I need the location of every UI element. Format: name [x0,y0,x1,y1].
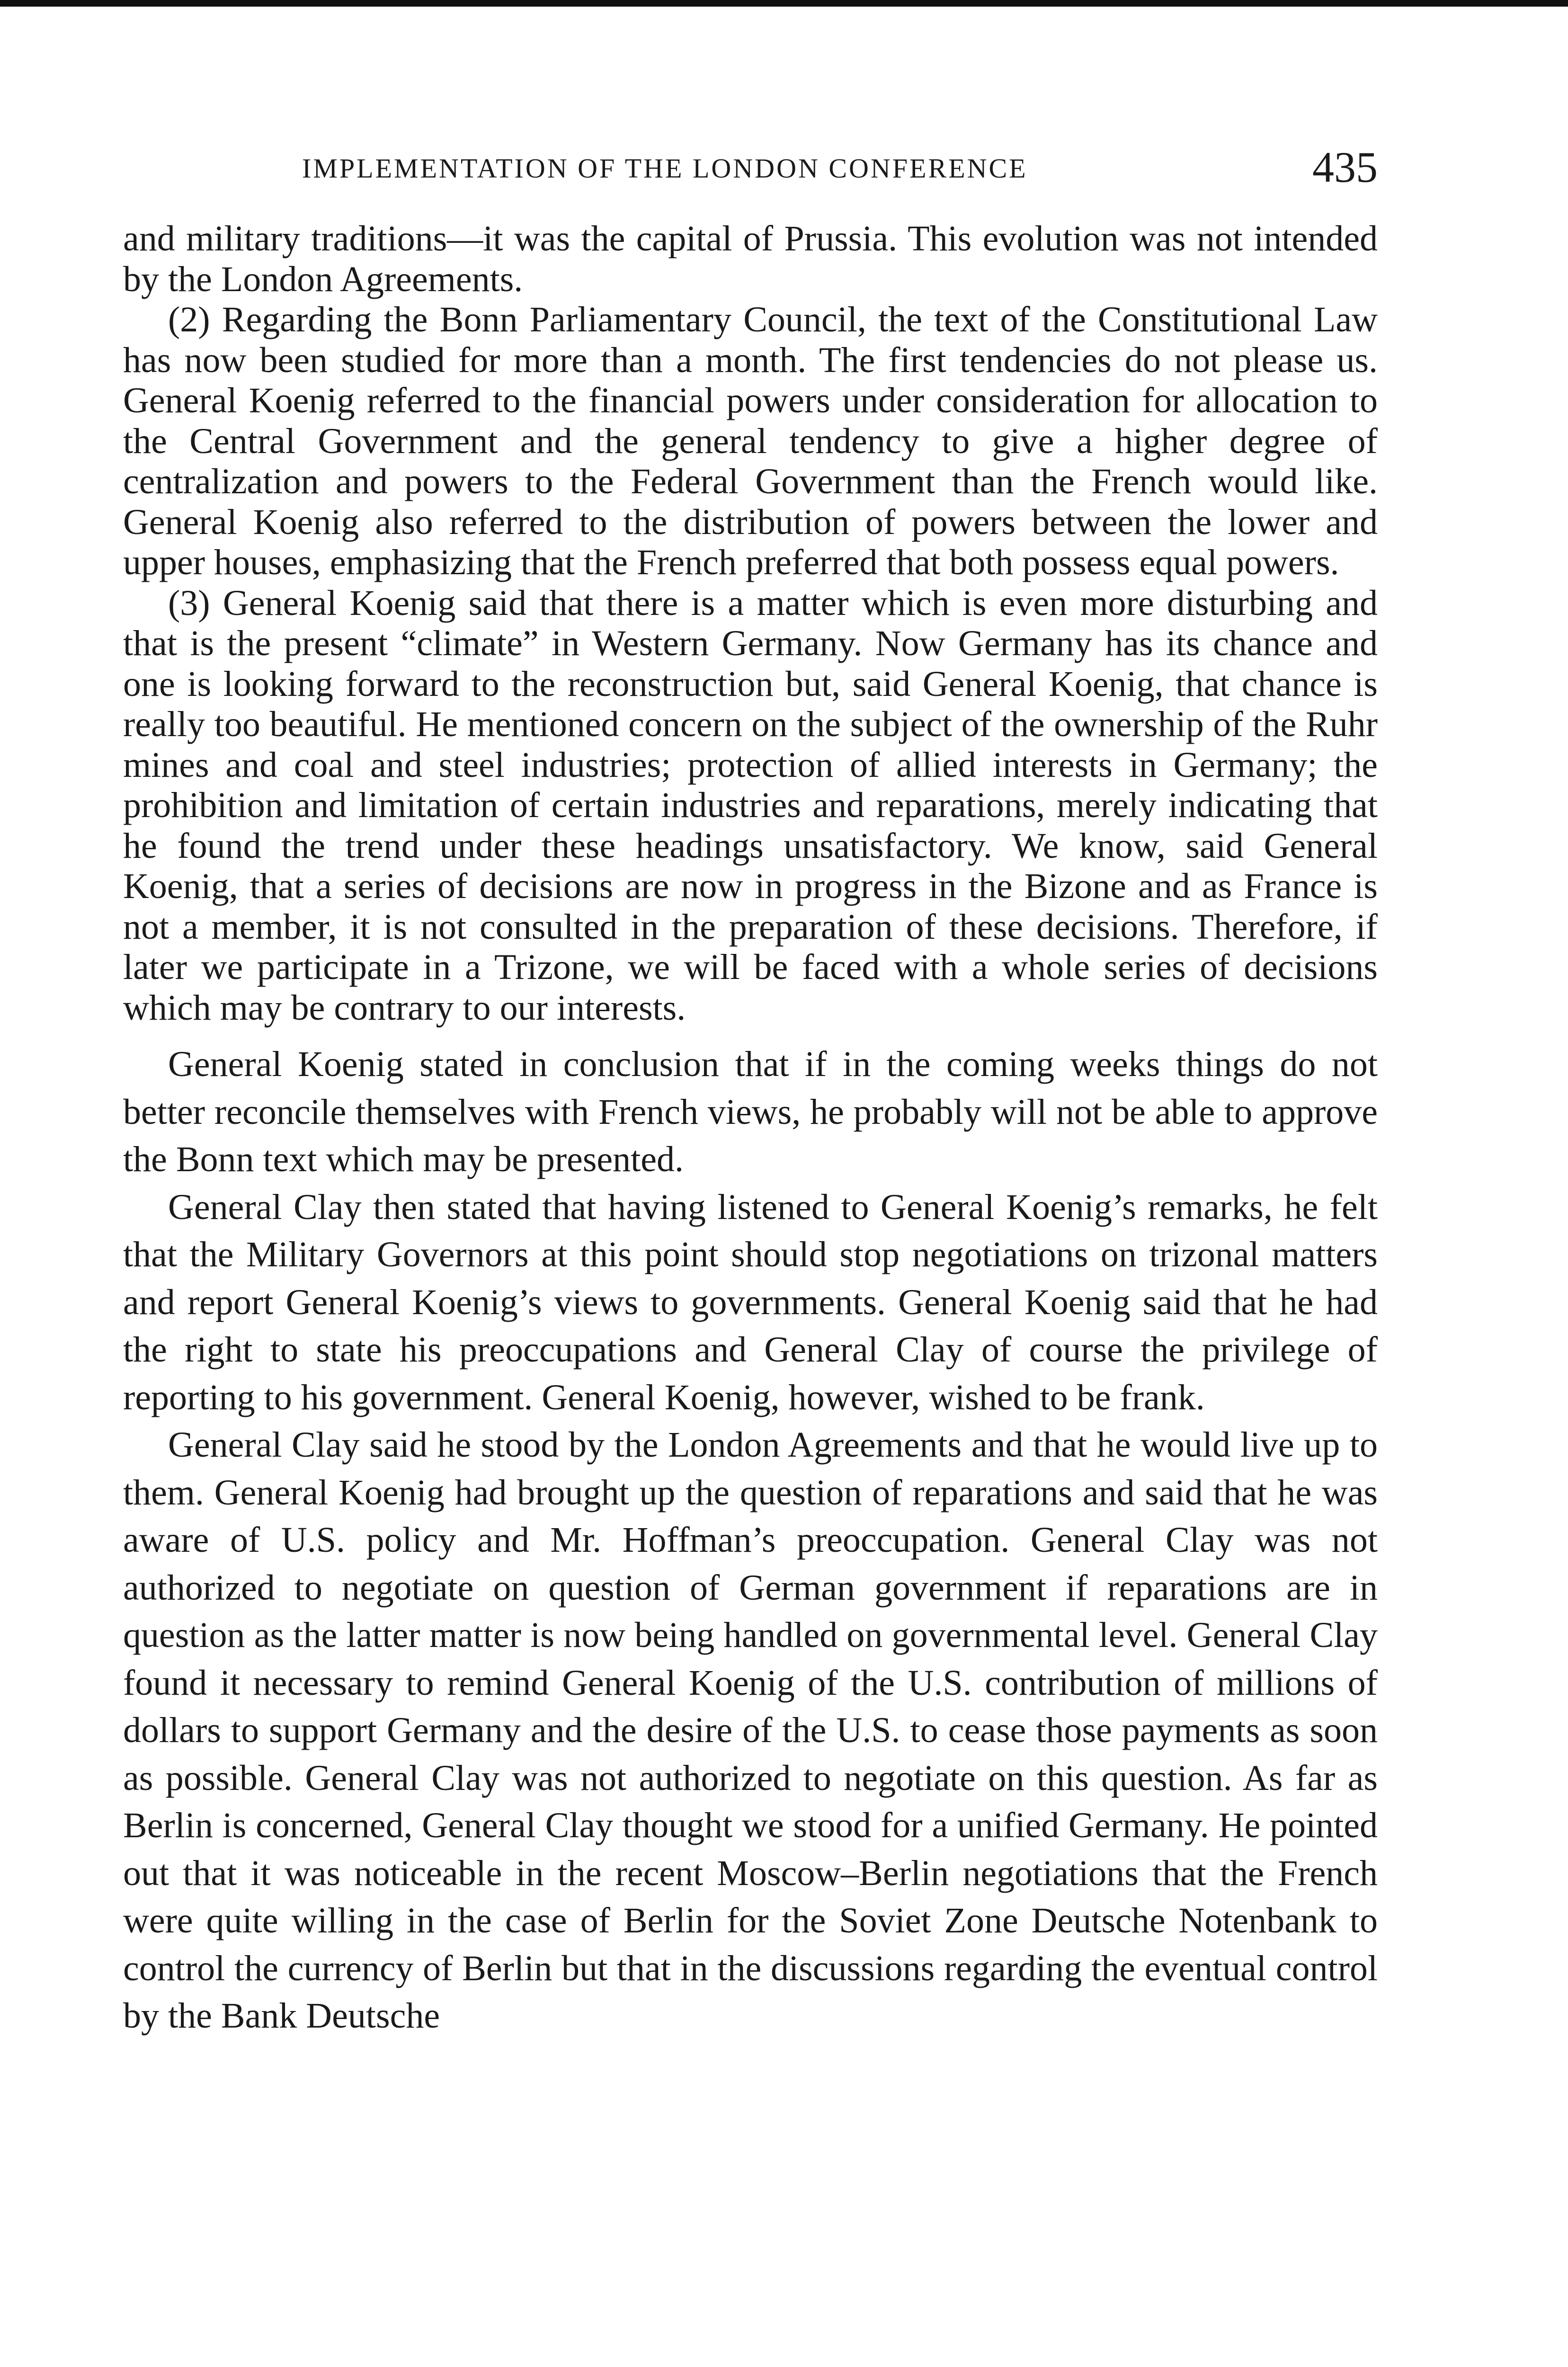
paragraph-point-2: (2) Regarding the Bonn Parliamentary Council, the text of the Constitutional Law has now been studied for more than a month. The first tendencies do not please us. General Koenig referred to the financial powers under consideration for allocation to the Central Government and the general tendency to give a higher degree of centralization and powers to the Federal Government than the French would like. General Koenig also referred to the distribution of powers between the lower and upper houses, emphasizing that the French preferred that both possess equal powers. [123,300,1378,582]
running-head: IMPLEMENTATION OF THE LONDON CONFERENCE [302,153,1028,184]
paragraph-continuation: and military traditions—it was the capital of Prussia. This evolution was not intended by the London Agreements. [123,219,1378,299]
page-header [123,142,1378,194]
page-number: 435 [1312,143,1378,191]
paragraph-koenig-conclusion: General Koenig stated in conclusion that if in the coming weeks things do not better reconcile themselves with French views, he probably will not be able to approve the Bonn text which may be presented. [123,1044,1378,1179]
paragraph-clay-response: General Clay then stated that having listened to General Koenig’s remarks, he felt that the Military Governors at this point should stop negotiations on trizonal matters and report General Koenig’s views to governments. General Koenig said that he had the right to state his preoccupations and General Clay of course the privilege of reporting to his government. General Koenig, however, wished to be frank. [123,1187,1378,1417]
paragraph-clay-london-agreements: General Clay said he stood by the London Agreements and that he would live up to them. General Koenig had brought up the question of reparations and said that he was aware of U.S. policy and Mr. Hoffman’s preoccupation. General Clay was not authorized to negotiate on question of German government if reparations are in question as the latter matter is now being handled on governmental level. General Clay found it necessary to remind General Koenig of the U.S. contribution of millions of dollars to support Germany and the desire of the U.S. to cease those payments as soon as possible. General Clay was not authorized to negotiate on this question. As far as Berlin is concerned, General Clay thought we stood for a unified Germany. He pointed out that it was noticeable in the recent Moscow–Berlin negotiations that the French were quite willing in the case of Berlin for the Soviet Zone Deutsche Notenbank to control the currency of Berlin but that in the discussions regarding the eventual control by the Bank Deutsche [123,1425,1378,2036]
top-border [0,0,1568,7]
body-text [123,219,1378,2040]
paragraph-point-3: (3) General Koenig said that there is a matter which is even more disturbing and that is the present “climate” in Western Germany. Now Germany has its chance and one is looking forward to the reconstruction but, said General Koenig, that chance is really too beautiful. He mentioned concern on the subject of the ownership of the Ruhr mines and coal and steel industries; protection of allied interests in Germany; the prohibition and limitation of certain industries and reparations, merely indicating that he found the trend under these headings unsatisfactory. We know, said General Koenig, that a series of decisions are now in progress in the Bizone and as France is not a member, it is not consulted in the preparation of these decisions. Therefore, if later we participate in a Trizone, we will be faced with a whole series of decisions which may be contrary to our interests. [123,583,1378,1028]
